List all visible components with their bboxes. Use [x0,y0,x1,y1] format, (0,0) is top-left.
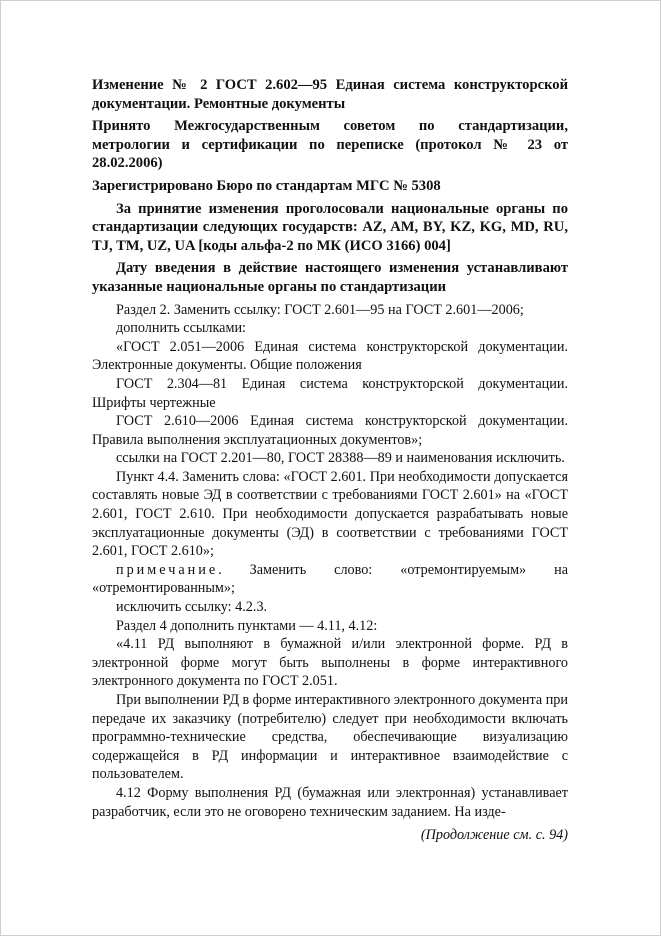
note-text: . Заменить слово: «отремонтируемым» на «отремонтированным»; [92,561,568,597]
paragraph-gost-2051: «ГОСТ 2.051—2006 Единая система конструкторской документации. Электронные документы. Общие положения [92,338,568,374]
adoption-note: Принято Межгосударственным советом по стандартизации, метрологии и сертификации по переписке (протокол № 23 от 28.02.2006) [92,118,568,172]
paragraph-add-refs: дополнить ссылками: [116,320,246,337]
document-page [92,76,568,845]
paragraph-section4: Раздел 4 дополнить пунктами — 4.11, 4.12: [116,617,378,634]
paragraph-clause-4-11: «4.11 РД выполняют в бумажной и/или электронной форме. РД в электронной форме могут быть выполнены в форме интерактивного электронного документа по ГОСТ 2.051. [92,636,568,690]
continuation-note: (Продолжение см. с. 94) [420,827,568,844]
registration-note: Зарегистрировано Бюро по стандартам МГС № 5308 [92,177,441,194]
voting-note: За принятие изменения проголосовали национальные органы по стандартизации следующих государств: AZ, AM, BY, KZ, KG, MD, RU, TJ, TM, UZ, UA [коды альфа-2 по МК (ИСО 3166) 004] [92,200,568,254]
paragraph-gost-2610: ГОСТ 2.610—2006 Единая система конструкторской документации. Правила выполнения эксплуатационных документов»; [92,413,568,448]
paragraph-interactive: При выполнении РД в форме интерактивного электронного документа при передаче их заказчику (потребителю) следует при необходимости включать программно-технические средства, обеспечивающие визуализацию содержащейся в РД информации и интерактивное взаимодействие с пользователем. [92,692,568,783]
paragraph-note [92,561,568,598]
paragraph-exclude-ref: исключить ссылку: 4.2.3. [116,599,268,616]
paragraph-section2: Раздел 2. Заменить ссылку: ГОСТ 2.601—95 на ГОСТ 2.601—2006; [116,301,524,318]
note-label: примечание [116,561,219,578]
paragraph-clause-4-12: 4.12 Форму выполнения РД (бумажная или электронная) устанавливает разработчик, если это не оговорено техническим заданием. На изде- [92,784,568,820]
paragraph-clause-4-4: Пункт 4.4. Заменить слова: «ГОСТ 2.601. При необходимости допускается составлять новые ЭД в соответствии с требованиями ГОСТ 2.601» на «ГОСТ 2.601, ГОСТ 2.610. При необходимости допускается разрабатывать новые эксплуатационные документы (ЭД) в соответствии с требованиями ГОСТ 2.601, ГОСТ 2.610»; [92,468,568,560]
effective-date-note: Дату введения в действие настоящего изменения устанавливают указанные национальные органы по стандартизации [92,260,568,295]
amendment-title: Изменение № 2 ГОСТ 2.602—95 Единая система конструкторской документации. Ремонтные документы [92,77,568,112]
paragraph-remove-refs: ссылки на ГОСТ 2.201—80, ГОСТ 28388—89 и наименования исключить. [116,450,565,467]
paragraph-gost-2304: ГОСТ 2.304—81 Единая система конструкторской документации. Шрифты чертежные [92,375,568,411]
